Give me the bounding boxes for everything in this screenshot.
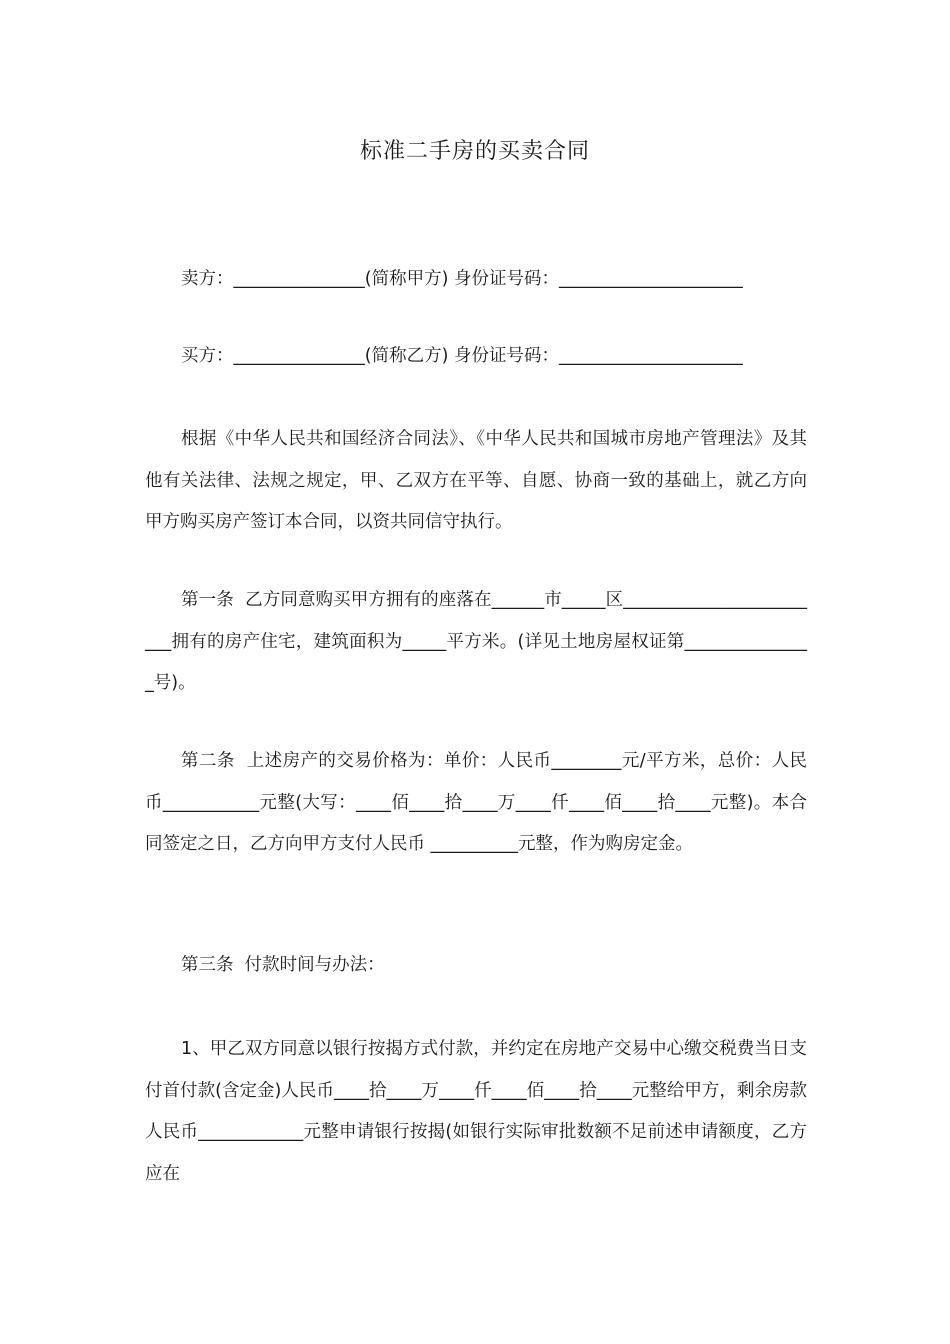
- payment-item-1-paragraph: 1、甲乙双方同意以银行按揭方式付款，并约定在房地产交易中心缴交税费当日支付首付款(含定金)人民币____拾____万____仟____佰____拾____元整给甲方，剩余房款人民币____________元整申请银行按揭(如银行实际审批数额不足前述申请额度，乙方应在: [145, 1039, 807, 1184]
- seller-line: 卖方：_______________(简称甲方) 身份证号码：_____________________: [181, 269, 743, 289]
- article-2-paragraph: 第二条 上述房产的交易价格为：单价：人民币________元/平方米，总价：人民币___________元整(大写：____佰____拾____万____仟____佰____拾____元整)。本合同签定之日，乙方向甲方支付人民币 __________元整，作为购房定金。: [145, 751, 807, 854]
- document-title: 标准二手房的买卖合同: [359, 139, 590, 164]
- legal-basis-paragraph: 根据《中华人民共和国经济合同法》、《中华人民共和国城市房地产管理法》及其他有关法律、法规之规定，甲、乙双方在平等、自愿、协商一致的基础上，就乙方向甲方购买房产签订本合同，以资共同信守执行。: [145, 429, 807, 532]
- article-3-heading: 第三条 付款时间与办法：: [181, 955, 385, 975]
- buyer-line: 买方：_______________(简称乙方) 身份证号码：_____________________: [181, 346, 743, 366]
- article-1-paragraph: 第一条 乙方同意购买甲方拥有的座落在______市_____区________________________拥有的房产住宅，建筑面积为_____平方米。(详见土地房屋权证第_______________号)。: [145, 590, 807, 693]
